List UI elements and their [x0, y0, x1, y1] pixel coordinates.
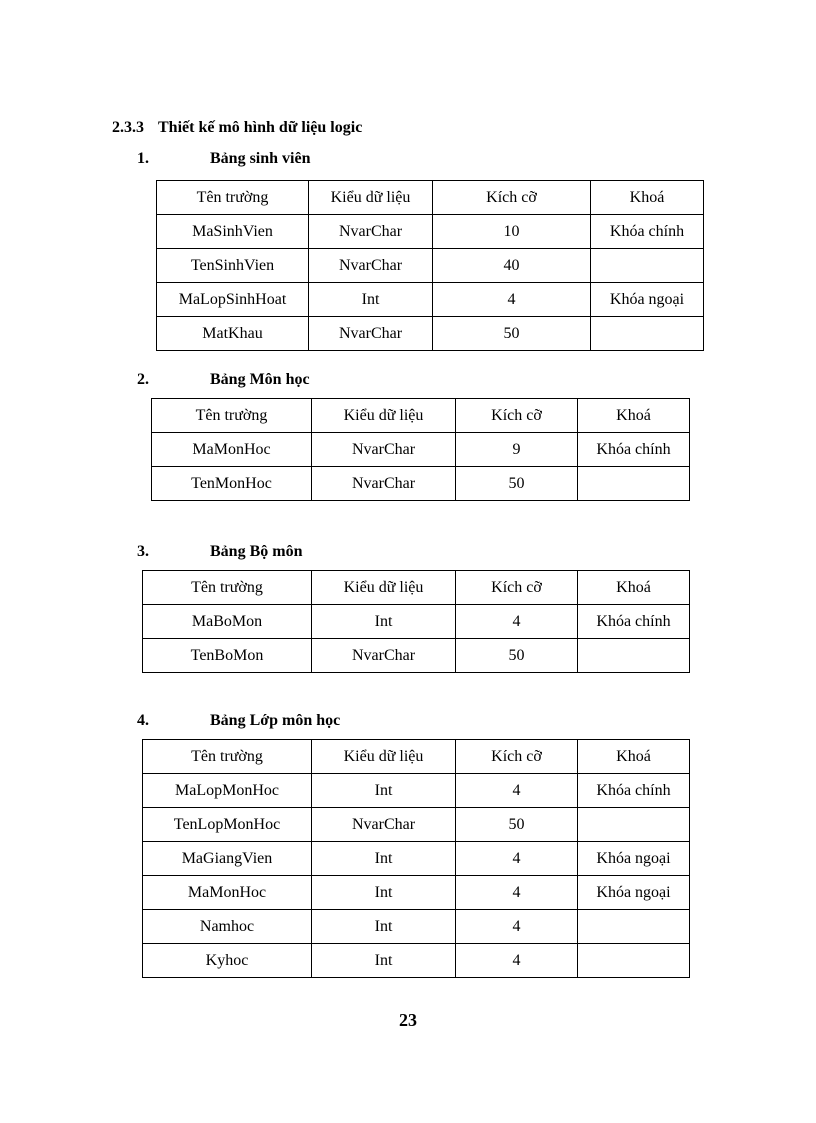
table-cell: 4 [456, 774, 578, 808]
table-row [143, 944, 690, 978]
table-row [143, 774, 690, 808]
section-title [112, 119, 362, 137]
table-cell: MaMonHoc [143, 876, 312, 910]
section-title-text: Thiết kế mô hình dữ liệu logic [158, 119, 363, 136]
table-row [143, 842, 690, 876]
table-mon-hoc [151, 398, 690, 501]
table-cell: MatKhau [157, 317, 309, 351]
table-cell: MaMonHoc [152, 433, 312, 467]
table-cell: Int [312, 774, 456, 808]
table-cell: TenMonHoc [152, 467, 312, 501]
header-cell: Kích cỡ [456, 571, 578, 605]
table-cell: Int [312, 944, 456, 978]
table-cell [578, 910, 690, 944]
heading-number: 3. [137, 543, 149, 560]
table-cell: 4 [456, 910, 578, 944]
table-header-row [157, 181, 704, 215]
table-cell: 50 [456, 467, 578, 501]
table-heading-3 [137, 543, 437, 563]
header-cell: Kiểu dữ liệu [312, 740, 456, 774]
table-cell: Khóa chính [578, 605, 690, 639]
header-cell: Khoá [578, 399, 690, 433]
page-number: 23 [399, 1010, 417, 1030]
heading-title: Bảng Bộ môn [210, 543, 303, 560]
table-cell: 50 [433, 317, 591, 351]
table-cell: Namhoc [143, 910, 312, 944]
heading-number: 4. [137, 712, 149, 729]
table-cell: NvarChar [309, 215, 433, 249]
header-cell: Tên trường [143, 571, 312, 605]
table-cell: 50 [456, 808, 578, 842]
header-cell: Tên trường [143, 740, 312, 774]
table-row [143, 876, 690, 910]
table-cell: Int [312, 605, 456, 639]
table-cell: TenBoMon [143, 639, 312, 673]
table-cell [578, 639, 690, 673]
table-cell: 4 [433, 283, 591, 317]
table-row [152, 433, 690, 467]
header-cell: Khoá [578, 571, 690, 605]
table-cell: Khóa ngoại [591, 283, 704, 317]
header-cell: Khoá [591, 181, 704, 215]
table-cell: NvarChar [309, 249, 433, 283]
table-cell: TenLopMonHoc [143, 808, 312, 842]
table-cell: MaGiangVien [143, 842, 312, 876]
header-cell: Kích cỡ [456, 399, 578, 433]
table-row [152, 467, 690, 501]
table-cell: Kyhoc [143, 944, 312, 978]
header-cell: Kích cỡ [433, 181, 591, 215]
heading-number: 2. [137, 371, 149, 388]
table-heading-4 [137, 712, 437, 732]
table-row [157, 249, 704, 283]
table-cell: 4 [456, 842, 578, 876]
table-cell: Int [312, 876, 456, 910]
table-row [157, 215, 704, 249]
table-bo-mon [142, 570, 690, 673]
table-header-row [152, 399, 690, 433]
table-cell [591, 317, 704, 351]
header-cell: Tên trường [157, 181, 309, 215]
table-cell: 4 [456, 605, 578, 639]
table-row [143, 605, 690, 639]
heading-title: Bảng sinh viên [210, 150, 311, 167]
header-cell: Kích cỡ [456, 740, 578, 774]
table-row [157, 283, 704, 317]
table-cell: MaLopSinhHoat [157, 283, 309, 317]
table-cell [578, 467, 690, 501]
table-cell: TenSinhVien [157, 249, 309, 283]
table-cell: 40 [433, 249, 591, 283]
table-row [143, 910, 690, 944]
table-heading-1 [137, 150, 437, 170]
table-cell: NvarChar [312, 639, 456, 673]
table-cell: NvarChar [312, 467, 456, 501]
table-cell: MaBoMon [143, 605, 312, 639]
table-cell: 4 [456, 944, 578, 978]
heading-number: 1. [137, 150, 149, 167]
table-row [157, 317, 704, 351]
header-cell: Khoá [578, 740, 690, 774]
table-header-row [143, 740, 690, 774]
table-cell: 4 [456, 876, 578, 910]
table-cell: Khóa chính [578, 433, 690, 467]
table-cell [591, 249, 704, 283]
table-cell [578, 808, 690, 842]
table-cell: NvarChar [309, 317, 433, 351]
table-cell: 50 [456, 639, 578, 673]
table-row [143, 808, 690, 842]
heading-title: Bảng Lớp môn học [210, 712, 341, 729]
header-cell: Kiểu dữ liệu [312, 399, 456, 433]
table-cell: 9 [456, 433, 578, 467]
table-sinh-vien [156, 180, 704, 351]
table-row [143, 639, 690, 673]
table-cell: Khóa ngoại [578, 842, 690, 876]
heading-title: Bảng Môn học [210, 371, 310, 388]
table-cell: Khóa ngoại [578, 876, 690, 910]
table-cell: Int [309, 283, 433, 317]
header-cell: Kiểu dữ liệu [312, 571, 456, 605]
table-cell: Khóa chính [578, 774, 690, 808]
table-cell: NvarChar [312, 808, 456, 842]
header-cell: Kiểu dữ liệu [309, 181, 433, 215]
table-cell: Int [312, 910, 456, 944]
table-cell: NvarChar [312, 433, 456, 467]
section-number: 2.3.3 [112, 119, 144, 136]
table-cell: MaLopMonHoc [143, 774, 312, 808]
table-heading-2 [137, 371, 437, 391]
table-cell: Khóa chính [591, 215, 704, 249]
table-lop-mon-hoc [142, 739, 690, 978]
table-cell: 10 [433, 215, 591, 249]
table-header-row [143, 571, 690, 605]
header-cell: Tên trường [152, 399, 312, 433]
table-cell: MaSinhVien [157, 215, 309, 249]
table-cell [578, 944, 690, 978]
table-cell: Int [312, 842, 456, 876]
